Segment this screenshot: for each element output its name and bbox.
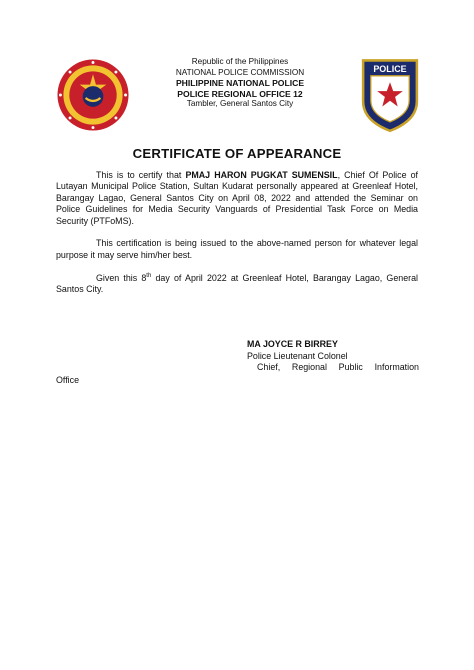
agency-line: PHILIPPINE NATIONAL POLICE (175, 78, 305, 89)
letterhead (140, 57, 340, 110)
signature-block (247, 339, 419, 374)
badge-text: POLICE (373, 63, 407, 74)
pro12-badge-icon (358, 56, 422, 134)
p3-ordinal: th (146, 272, 152, 279)
document-title: CERTIFICATE OF APPEARANCE (132, 146, 342, 161)
position-word: Chief, (257, 362, 281, 373)
position-word: Information (374, 362, 419, 373)
paragraph-purpose: This certification is being issued to the above-named person for whatever legal purpose it may serve him/her best. (56, 238, 418, 260)
address-line: Tambler, General Santos City (186, 99, 294, 109)
paragraph-certification (56, 170, 418, 227)
signatory-rank: Police Lieutenant Colonel (247, 350, 348, 361)
signatory-position (247, 362, 419, 374)
signatory-name: MA JOYCE R BIRREY (247, 339, 338, 349)
p1-intro: This is to certify that (96, 170, 186, 180)
p3-rest: day of April 2022 at Greenleaf Hotel, Barangay Lagao, General Santos City. (56, 272, 418, 295)
position-word: Public (338, 362, 363, 373)
position-word: Regional (291, 362, 327, 373)
office-line: POLICE REGIONAL OFFICE 12 (177, 88, 303, 99)
paragraph-given (56, 273, 418, 296)
commission-line: NATIONAL POLICE COMMISSION (175, 67, 305, 77)
officer-name: PMAJ HARON PUGKAT SUMENSIL (185, 170, 338, 180)
signatory-position-tail: Office (56, 375, 80, 385)
certificate-body (56, 170, 418, 307)
p1-details: , Chief Of Police of Lutayan Municipal Police Station, Sultan Kudarat personally appeared at Greenleaf Hotel, Barangay Lagao, General Santos City on April 08, 2022 and attended the Seminar on Police Guidelines for Media Security Vanguards of Presidential Task Force on Media Security (PTFoMS). (56, 170, 419, 226)
p3-intro: Given this 8 (96, 272, 147, 283)
pnp-seal-icon (56, 58, 130, 132)
republic-line: Republic of the Philippines (191, 57, 289, 66)
